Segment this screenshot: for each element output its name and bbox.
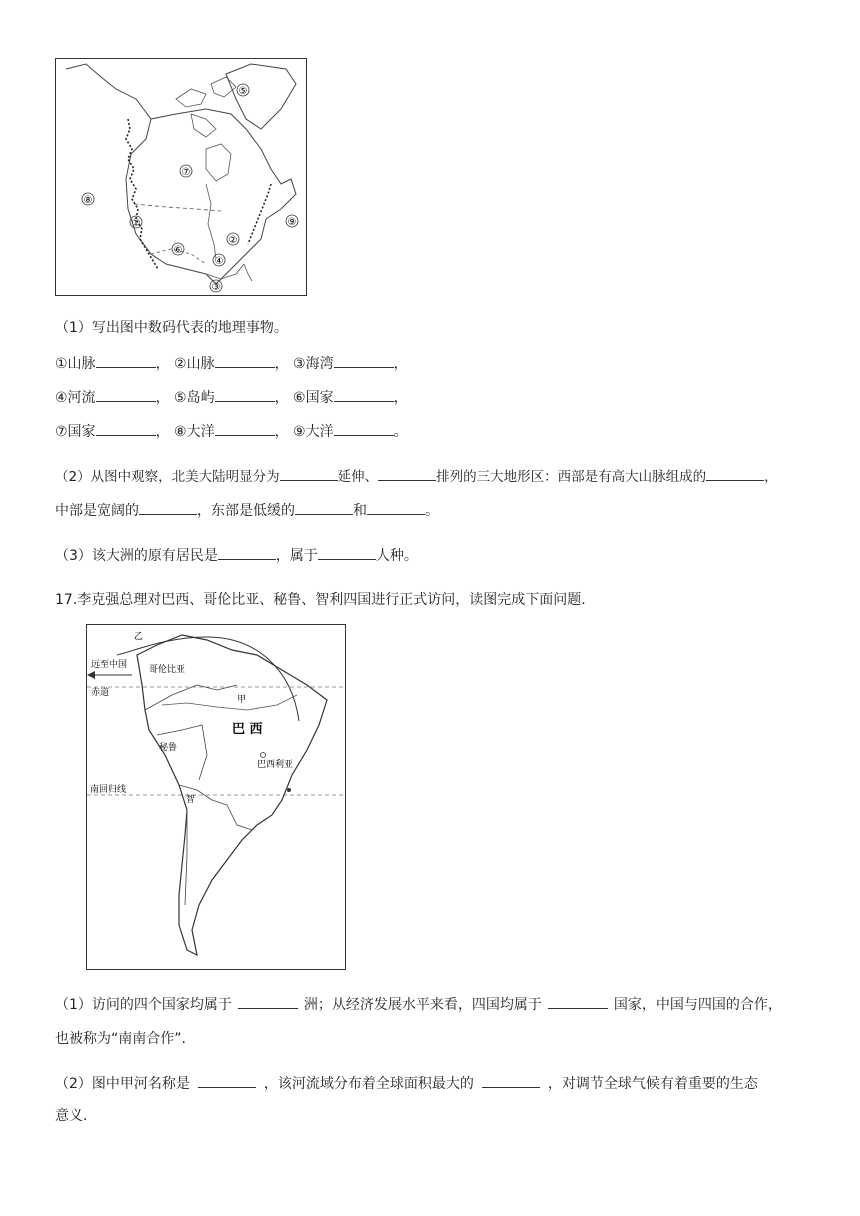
marker-5: ⑤: [238, 86, 248, 97]
map-label-capricorn: 南回归线: [90, 785, 127, 795]
marker-9: ⑨: [287, 217, 297, 228]
map-label-china: 远至中国: [91, 660, 128, 670]
answer-blank[interactable]: [548, 994, 608, 1009]
answer-blank[interactable]: [378, 466, 436, 481]
q3-line: （3）该大洲的原有居民是 ，属于 人种。: [55, 545, 418, 566]
answer-blank[interactable]: [96, 353, 156, 368]
q17-1-line-2: 也被称为“南南合作”.: [55, 1031, 186, 1047]
answer-label: ③海湾: [293, 356, 334, 372]
marker-4: ④: [214, 256, 224, 267]
q1-row-2: ④河流 ， ⑤岛屿 ， ⑥国家 ，: [55, 387, 408, 408]
answer-label: ②山脉: [174, 356, 215, 372]
q1-row-1: ①山脉 ， ②山脉 ， ③海湾 ，: [55, 353, 408, 374]
answer-blank[interactable]: [215, 353, 275, 368]
q17-title: 17.李克强总理对巴西、哥伦比亚、秘鲁、智利四国进行正式访问，读图完成下面问题.: [55, 592, 586, 608]
answer-blank[interactable]: [198, 1073, 256, 1088]
q17-2-line-2: 意义.: [55, 1108, 88, 1124]
answer-blank[interactable]: [139, 500, 197, 515]
answer-blank[interactable]: [706, 466, 764, 481]
map-label-brasilia: 巴西利亚: [257, 760, 294, 770]
map-label-brazil: 巴 西: [232, 722, 263, 737]
answer-blank[interactable]: [238, 994, 298, 1009]
answer-blank[interactable]: [280, 466, 338, 481]
marker-1: ①: [131, 218, 141, 229]
answer-blank[interactable]: [367, 500, 425, 515]
answer-blank[interactable]: [215, 421, 275, 436]
marker-7: ⑦: [181, 167, 191, 178]
answer-blank[interactable]: [482, 1073, 540, 1088]
answer-blank[interactable]: [215, 387, 275, 402]
q17-2-line-1: （2）图中甲河名称是 ，该河流域分布着全球面积最大的 ，对调节全球气候有着重要的生态: [55, 1073, 758, 1094]
q17-1-line-1: （1）访问的四个国家均属于 洲；从经济发展水平来看，四国均属于 国家，中国与四国的合作，: [55, 994, 782, 1015]
answer-blank[interactable]: [218, 545, 276, 560]
south-america-map: [86, 624, 346, 970]
q2-line-1: （2）从图中观察，北美大陆明显分为 延伸、 排列的三大地形区：西部是有高大山脉组成的 ，: [55, 466, 778, 487]
answer-label: ⑨大洋: [293, 424, 334, 440]
answer-label: ⑤岛屿: [174, 390, 215, 406]
answer-blank[interactable]: [334, 353, 394, 368]
answer-blank[interactable]: [96, 421, 156, 436]
map-label-jia: 甲: [237, 695, 247, 705]
map-label-yi: 乙: [134, 632, 144, 642]
answer-label: ⑧大洋: [174, 424, 215, 440]
map-label-equator: 赤道: [91, 688, 110, 698]
answer-blank[interactable]: [96, 387, 156, 402]
answer-blank[interactable]: [334, 421, 394, 436]
map-label-chile: 智: [186, 795, 196, 805]
answer-label: ⑦国家: [55, 424, 96, 440]
north-america-map-drawing: [56, 59, 306, 295]
marker-2: ②: [228, 235, 238, 246]
q1-row-3: ⑦国家 ， ⑧大洋 ， ⑨大洋 。: [55, 421, 408, 442]
map-label-colombia: 哥伦比亚: [149, 665, 186, 675]
answer-blank[interactable]: [318, 545, 376, 560]
marker-6: ⑥: [173, 245, 183, 256]
answer-label: ⑥国家: [293, 390, 334, 406]
answer-blank[interactable]: [334, 387, 394, 402]
q2-line-2: 中部是宽阔的 ，东部是低缓的 和 。: [55, 500, 439, 521]
answer-blank[interactable]: [295, 500, 353, 515]
south-america-map-drawing: [87, 625, 345, 969]
q1-intro: （1）写出图中数码代表的地理事物。: [55, 320, 288, 336]
map-label-peru: 秘鲁: [159, 743, 178, 753]
answer-label: ④河流: [55, 390, 96, 406]
north-america-map: [55, 58, 307, 296]
marker-8: ⑧: [83, 195, 93, 206]
answer-label: ①山脉: [55, 356, 96, 372]
marker-3: ③: [211, 282, 221, 293]
